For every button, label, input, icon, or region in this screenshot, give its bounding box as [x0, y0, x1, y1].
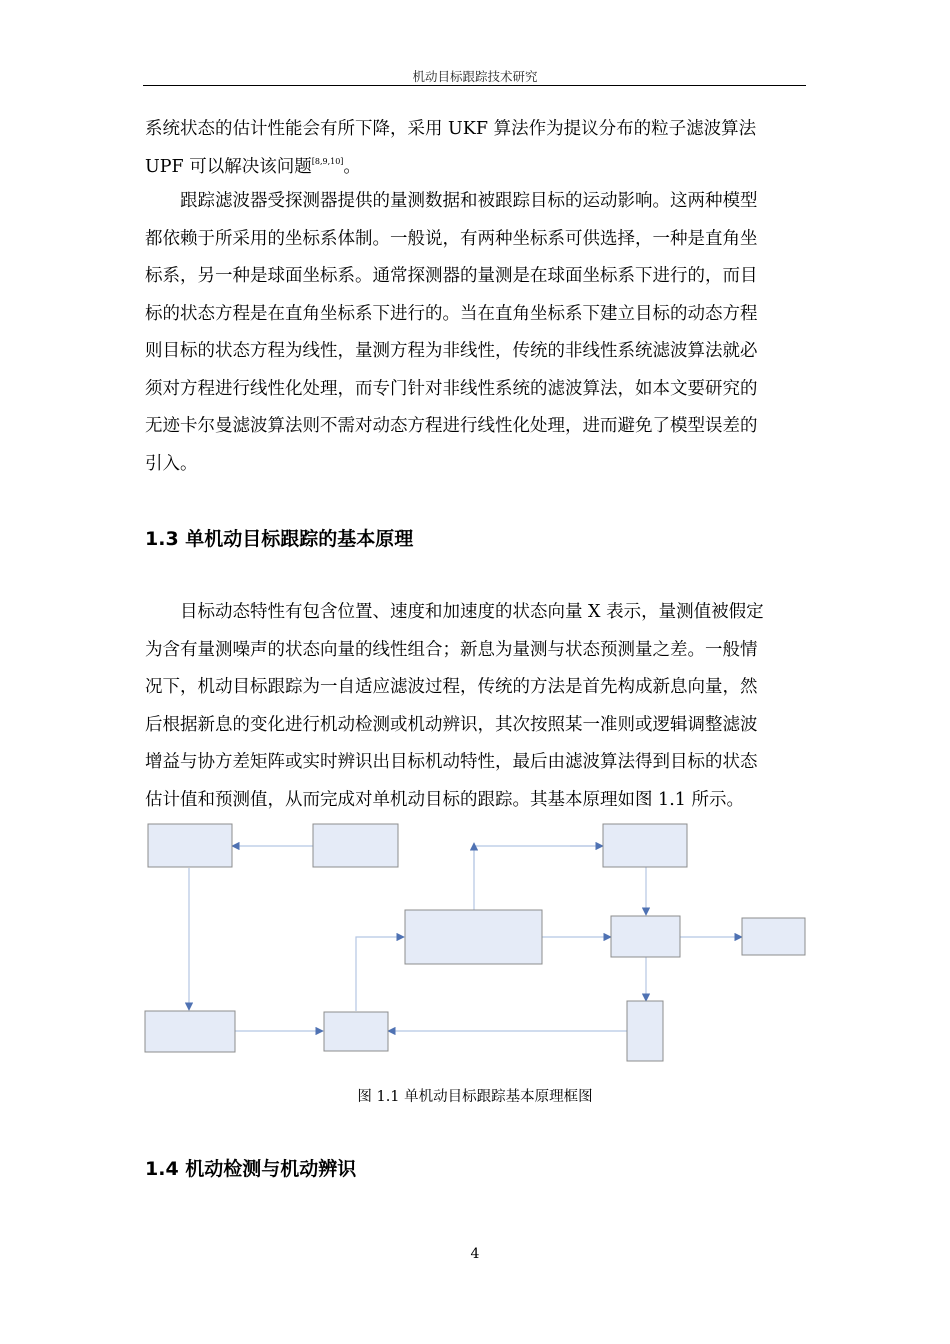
- text-line: 系统状态的估计性能会有所下降，采用 UKF 算法作为提议分布的粒子滤波算法: [145, 119, 757, 139]
- text-line: 跟踪滤波器受探测器提供的量测数据和被跟踪目标的运动影响。这两种模型: [180, 191, 758, 211]
- diagram-box: [145, 1011, 235, 1052]
- diagram-box: [611, 916, 680, 957]
- text-line: 标系，另一种是球面坐标系。通常探测器的量测是在球面坐标系下进行的，而目: [145, 266, 758, 286]
- page-number: 4: [470, 1246, 480, 1262]
- figure-caption: 图 1.1 单机动目标跟踪基本原理框图: [357, 1089, 593, 1105]
- connector-arrow: [356, 937, 404, 1011]
- text-line: 引入。: [145, 453, 198, 474]
- text-line: 为含有量测噪声的状态向量的线性组合；新息为量测与状态预测量之差。一般情: [145, 639, 758, 660]
- text-line: 都依赖于所采用的坐标系体制。一般说，有两种坐标系可供选择，一种是直角坐: [145, 228, 758, 249]
- diagram-box: [627, 1001, 663, 1061]
- section-heading-1-4: 1.4 机动检测与机动辨识: [145, 1158, 357, 1180]
- text-line: 则目标的状态方程为线性，量测方程为非线性，传统的非线性系统滤波算法就必: [145, 341, 758, 361]
- diagram-box: [313, 824, 398, 867]
- text-line: 无迹卡尔曼滤波算法则不需对动态方程进行线性化处理，进而避免了模型误差的: [145, 416, 758, 436]
- running-header: 机动目标跟踪技术研究: [412, 69, 538, 84]
- diagram-box: [405, 910, 542, 964]
- connector-line: [474, 846, 603, 910]
- diagram-box: [148, 824, 232, 867]
- text-line: 标的状态方程是在直角坐标系下进行的。当在直角坐标系下建立目标的动态方程: [145, 303, 758, 324]
- diagram-boxes: [145, 824, 805, 1061]
- text-line: 后根据新息的变化进行机动检测或机动辨识，其次按照某一准则或逻辑调整滤波: [145, 714, 758, 735]
- text-line: 目标动态特性有包含位置、速度和加速度的状态向量 X 表示，量测值被假定: [180, 602, 764, 622]
- text-line: 况下，机动目标跟踪为一自适应滤波过程，传统的方法是首先构成新息向量，然: [145, 677, 758, 697]
- text-line: 须对方程进行线性化处理，而专门针对非线性系统的滤波算法，如本文要研究的: [145, 378, 758, 399]
- text-line: 增益与协方差矩阵或实时辨识出目标机动特性，最后由滤波算法得到目标的状态: [145, 752, 758, 772]
- text-line: 估计值和预测值，从而完成对单机动目标的跟踪。其基本原理如图 1.1 所示。: [145, 789, 744, 810]
- diagram-box: [742, 918, 805, 955]
- text-line: UPF 可以解决该问题[8,9,10]。: [145, 156, 361, 177]
- citation[interactable]: [8,9,10]: [311, 156, 344, 166]
- diagram-box: [324, 1012, 388, 1051]
- section-heading-1-3: 1.3 单机动目标跟踪的基本原理: [145, 528, 414, 550]
- diagram-box: [603, 824, 687, 867]
